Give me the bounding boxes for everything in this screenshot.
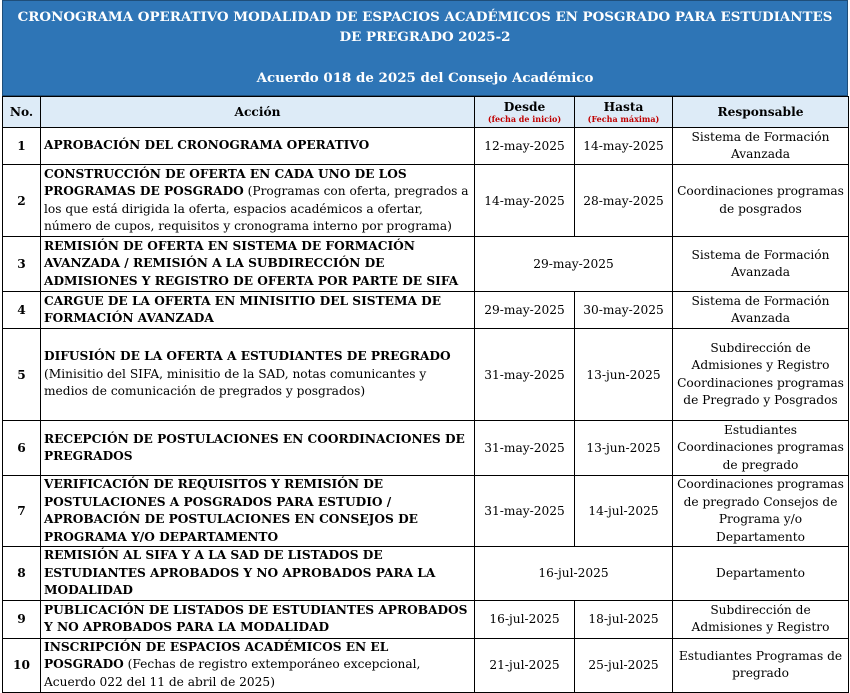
row-action	[41, 547, 475, 601]
row-action-title: REMISIÓN AL SIFA Y A LA SAD DE LISTADOS DE ESTUDIANTES APROBADOS Y NO APROBADOS PARA LA MODALIDAD	[44, 548, 436, 597]
row-date-hasta: 18-jul-2025	[575, 600, 673, 638]
row-action-title: INSCRIPCIÓN DE ESPACIOS ACADÉMICOS EN EL POSGRADO	[44, 639, 389, 672]
table-row	[3, 329, 849, 421]
row-action-title: RECEPCIÓN DE POSTULACIONES EN COORDINACIONES DE PREGRADOS	[44, 431, 465, 463]
row-responsable: Sistema de Formación Avanzada	[673, 237, 849, 292]
row-date-hasta: 25-jul-2025	[575, 638, 673, 692]
row-action	[41, 421, 475, 476]
row-date-range: 29-may-2025	[475, 237, 673, 292]
row-number: 3	[3, 237, 41, 292]
row-number: 1	[3, 128, 41, 165]
table-header-row	[3, 97, 849, 128]
row-action-title: REMISIÓN DE OFERTA EN SISTEMA DE FORMACIÓN AVANZADA / REMISIÓN A LA SUBDIRECCIÓN DE ADMISIONES Y REGISTRO DE OFERTA POR PARTE DE SIFA	[44, 238, 459, 288]
table-row	[3, 292, 849, 329]
col-header-responsable: Responsable	[673, 97, 849, 128]
row-action-detail: (Fechas de registro extemporáneo excepcional, Acuerdo 022 del 11 de abril de 2025)	[44, 657, 421, 689]
table-row	[3, 476, 849, 547]
table-row	[3, 547, 849, 601]
row-date-hasta: 14-jul-2025	[575, 476, 673, 547]
row-date-desde: 29-may-2025	[475, 292, 575, 329]
row-action	[41, 165, 475, 237]
row-date-desde: 31-may-2025	[475, 329, 575, 421]
table-row	[3, 165, 849, 237]
row-date-desde: 31-may-2025	[475, 476, 575, 547]
row-date-hasta: 28-may-2025	[575, 165, 673, 237]
row-action-title: VERIFICACIÓN DE REQUISITOS Y REMISIÓN DE POSTULACIONES A POSGRADOS PARA ESTUDIO / APROBACIÓN DE POSTULACIONES EN CONSEJOS DE PROGRAMA Y/O DEPARTAMENTO	[44, 477, 418, 544]
row-responsable: Departamento	[673, 547, 849, 601]
row-action-title: PUBLICACIÓN DE LISTADOS DE ESTUDIANTES APROBADOS Y NO APROBADOS PARA LA MODALIDAD	[44, 602, 468, 634]
row-number: 6	[3, 421, 41, 476]
row-date-desde: 31-may-2025	[475, 421, 575, 476]
row-responsable: Subdirección de Admisiones y Registro	[673, 600, 849, 638]
row-action-title: DIFUSIÓN DE LA OFERTA A ESTUDIANTES DE PREGRADO	[44, 349, 451, 364]
table-row	[3, 421, 849, 476]
schedule-title: CRONOGRAMA OPERATIVO MODALIDAD DE ESPACIOS ACADÉMICOS EN POSGRADO PARA ESTUDIANTES DE PREGRADO 2025-2	[17, 9, 833, 45]
row-action-detail: (Programas con oferta, pregrados a los que está dirigida la oferta, espacios académicos a ofertar, número de cupos, requisitos y cronograma interno por programa)	[44, 184, 469, 233]
col-header-desde-sub: (fecha de inicio)	[487, 114, 562, 124]
row-responsable: Coordinaciones programas de posgrados	[673, 165, 849, 237]
col-header-accion: Acción	[41, 97, 475, 128]
row-number: 10	[3, 638, 41, 692]
table-row	[3, 638, 849, 692]
row-action	[41, 292, 475, 329]
schedule-subtitle: Acuerdo 018 de 2025 del Consejo Académico	[256, 70, 594, 86]
col-header-desde	[475, 97, 575, 128]
row-responsable: Coordinaciones programas de pregrado Consejos de Programa y/o Departamento	[673, 476, 849, 547]
row-responsable: Estudiantes Programas de pregrado	[673, 638, 849, 692]
row-action	[41, 237, 475, 292]
row-action-detail: (Minisitio del SIFA, minisitio de la SAD, notas comunicantes y medios de comunicación de pregrados y posgrados)	[44, 366, 427, 399]
row-date-hasta: 30-may-2025	[575, 292, 673, 329]
col-header-no: No.	[3, 97, 41, 128]
row-action-title: CARGUE DE LA OFERTA EN MINISITIO DEL SISTEMA DE FORMACIÓN AVANZADA	[44, 293, 442, 325]
row-date-desde: 16-jul-2025	[475, 600, 575, 638]
col-header-hasta-sub: (Fecha máxima)	[587, 114, 660, 124]
row-number: 7	[3, 476, 41, 547]
row-action	[41, 476, 475, 547]
row-responsable: Estudiantes Coordinaciones programas de pregrado	[673, 421, 849, 476]
row-action	[41, 638, 475, 692]
row-number: 5	[3, 329, 41, 421]
row-action	[41, 329, 475, 421]
row-number: 2	[3, 165, 41, 237]
row-number: 8	[3, 547, 41, 601]
row-responsable: Sistema de Formación Avanzada	[673, 128, 849, 165]
row-date-desde: 14-may-2025	[475, 165, 575, 237]
table-row	[3, 237, 849, 292]
row-date-desde: 21-jul-2025	[475, 638, 575, 692]
table-row	[3, 600, 849, 638]
row-date-hasta: 14-may-2025	[575, 128, 673, 165]
schedule-table	[2, 96, 849, 693]
row-action	[41, 600, 475, 638]
row-action-title: CONSTRUCCIÓN DE OFERTA EN CADA UNO DE LOS PROGRAMAS DE POSGRADO	[44, 166, 407, 198]
row-date-hasta: 13-jun-2025	[575, 421, 673, 476]
row-action-title: APROBACIÓN DEL CRONOGRAMA OPERATIVO	[44, 138, 370, 153]
col-header-hasta	[575, 97, 673, 128]
row-responsable: Sistema de Formación Avanzada	[673, 292, 849, 329]
col-header-desde-label: Desde	[503, 100, 546, 114]
row-action	[41, 128, 475, 165]
row-number: 4	[3, 292, 41, 329]
row-date-desde: 12-may-2025	[475, 128, 575, 165]
row-responsable: Subdirección de Admisiones y Registro Coordinaciones programas de Pregrado y Posgrados	[673, 329, 849, 421]
table-row	[3, 128, 849, 165]
row-date-range: 16-jul-2025	[475, 547, 673, 601]
row-date-hasta: 13-jun-2025	[575, 329, 673, 421]
col-header-hasta-label: Hasta	[603, 100, 644, 114]
row-number: 9	[3, 600, 41, 638]
schedule-header	[2, 0, 848, 96]
